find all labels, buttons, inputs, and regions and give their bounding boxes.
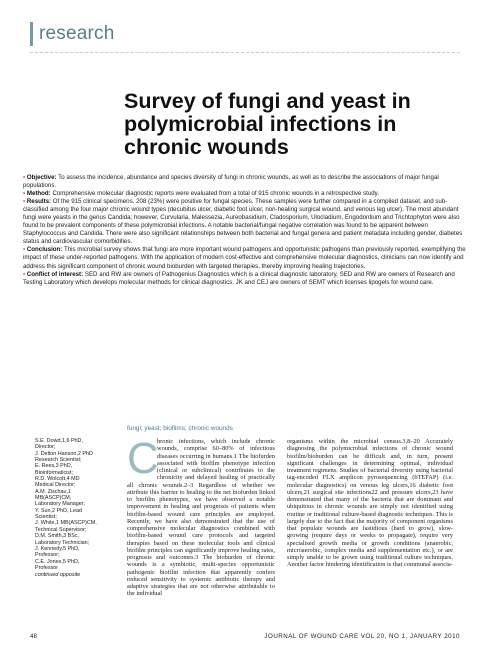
- abstract-conflict: [23, 271, 468, 287]
- abstract-results: [23, 198, 468, 246]
- author-line: Research Scientist;: [35, 457, 82, 464]
- abstract-text: SED and RW are owners of Pathogenius Diagnostics which is a clinical diagnostic laboratory, SED and RW are owners of Research and Testing Laboratory which develops molecular methods for clinical diagnostics. JK and CEJ are owners of SEMT which licenses lipogels for wound care.: [23, 270, 455, 286]
- abstract-method: [23, 190, 468, 198]
- author-line: J. White,1 MB(ASCP)CM,: [35, 520, 97, 527]
- dropcap-box: [127, 434, 159, 483]
- author-line: J. Delton Hanson,2 PhD: [35, 450, 93, 457]
- abstract-text: Of the 915 clinical specimens, 208 (23%) were positive for fungal species. These samples were further compared in a compiled dataset, and sub-classified among the four major chronic wound types (decubitus ulcer, diabetic foot ulcer, non-healing surgical wound, and venous leg ulcer). The most abundant fungi were yeasts in the genus Candida; however, Curvularia, Malessezia, Aureobasidium, Cladosporium, Ulocladium, Engodontium and Trichtophyton were also found to be prevalent components of these polymicrobial infections. A notable bacterial/fungal negative correlation was found to be apparent between Staphylococcus and Candida. There were also significant relationships between both bacterial and fungal genera and patient metadata including gender, diabetes status and cardiovascular comorbidities.: [23, 198, 463, 246]
- body-column-2: [287, 438, 453, 569]
- author-line: Director;: [35, 444, 56, 451]
- dropcap: C: [127, 434, 159, 483]
- body-text: organisms within the microbial census.3,8–20 Accurately diagnosing the polymicrobial infections of chronic wound biofilm/bioburden can be difficult and, in turn, present significant challenges in determining optimal, individual treatment regimens. Studies of bacterial diversity using bacterial tag-encoded FLX amplicon pyrosequencing (bTEFAP) (i.e. molecular diagnostics) on venous leg ulcers,16 diabetic foot ulcers,21 surgical site infections22 and pressure ulcers,23 have demonstrated that many of the bacteria that are dominant and ubiquitous in chronic wounds are simply not identified using routine or traditional culture-based diagnostic techniques. This is largely due to the fact that the majority of component organisms that populate wounds are fastidious (hard to grow), slow-growing (require days or weeks to propagate), require very specialised growth media or growth conditions (anaerobic, microaerobic, complex media and supplementation etc.), or are simply unable to be grown using traditional culture techniques. Another factor hindering identification is that communal associa-: [287, 438, 453, 569]
- article-title: Survey of fungi and yeast in polymicrobial infections in chronic wounds: [124, 89, 411, 159]
- author-line: Y. Sun,2 PhD, Lead: [35, 507, 82, 514]
- author-list: [35, 438, 123, 584]
- abstract-objective: [23, 174, 468, 190]
- author-line: Medical Director;: [35, 482, 76, 489]
- section-bar: [30, 22, 33, 46]
- abstract-label: Method:: [26, 190, 51, 198]
- author-line: Scientist;: [35, 514, 57, 521]
- section-label: research: [39, 23, 115, 44]
- bullet-icon: •: [23, 246, 27, 254]
- author-line: A.M. Zischau,1: [35, 488, 71, 495]
- author-line: C.E. Jones,5 PhD,: [35, 558, 80, 565]
- bullet-icon: •: [23, 174, 27, 181]
- author-line: S.E. Dowd,1,6 PhD,: [35, 438, 83, 444]
- author-line: Laboratory Manager;: [35, 501, 86, 508]
- section-divider: [30, 52, 460, 53]
- abstract-text: This microbial survey shows that fungi are more important wound pathogens and opportunistic pathogens than previously reported, exemplifying the impact of these under-reported pathogens. With the application of modern cost-effective and comprehensive molecular diagnostics, clinicians can now identify and address this significant component of chronic wound bioburden with targeted therapies, thereby improving healing trajectories.: [23, 246, 466, 270]
- abstract: [23, 174, 468, 287]
- author-line: Professor: [35, 564, 59, 571]
- abstract-label: Conflict of interest:: [26, 270, 84, 278]
- author-line: Professor;: [35, 552, 60, 559]
- abstract-text: Comprehensive molecular diagnostic reports were evaluated from a total of 915 chronic wounds in a retrospective study.: [50, 190, 379, 198]
- author-line: Technical Supervisor;: [35, 526, 87, 533]
- author-line: E. Rees,3 PhD,: [35, 463, 73, 470]
- continued-note: continued opposite: [35, 572, 81, 579]
- author-line: R.D. Wolcott,4 MD: [35, 476, 80, 483]
- bullet-icon: •: [23, 270, 27, 278]
- abstract-conclusion: [23, 246, 468, 270]
- author-line: Laboratory Technician;: [35, 539, 90, 546]
- body-column-1: [127, 434, 275, 598]
- bullet-icon: •: [23, 198, 27, 206]
- author-line: J. Kennedy,5 PhD,: [35, 545, 80, 552]
- author-line: Bioinformaticist;: [35, 469, 74, 476]
- journal-info: JOURNAL OF WOUND CARE VOL 20, NO 1, JANUARY 2010: [264, 633, 460, 640]
- abstract-label: Results:: [26, 198, 52, 206]
- abstract-label: Conclusion:: [26, 246, 63, 254]
- body-text: hronic infections, which include chronic wounds, comprise 60–80% of infectious diseases occurring in humans.1 The biofurden associated with biofilm phenotype infection (clinical or subclinical) contributes to the chronicity and delayed healing of practically all chronic wounds.2–3 Regardless of whether we attribute this barrier to healing to the net biofurden linked to biofilm phenotypes, we have observed a notable improvement in healing and prognosis of patients when biofilm-based wound care principles are employed. Recently, we have also demonstrated that the use of comprehensive molecular diagnostics combined with biofilm-based wound care protocols and targeted therapies based on these molecular tools and clinical biofilm principles can significantly improve healing rates, prognosis and outcomes.3 The bioburden of chronic wounds is a symbiotic, multi-species opportunistic pathogenic biofilm infection that apparently confers reduced sensitivity to systemic antibiotic therapy and adaptive strategies that are not otherwise attributable to the individual: [127, 438, 275, 598]
- author-line: MB(ASCP)CM,: [35, 495, 72, 502]
- page-number: 48: [30, 633, 37, 640]
- bullet-icon: •: [23, 190, 27, 198]
- abstract-text: To assess the incidence, abundance and species diversity of fungi in chronic wounds, as well as to describe the associations of major fungal populations.: [23, 174, 439, 190]
- keywords: fungi; yeast; biofilms; chronic wounds: [127, 425, 233, 432]
- author-line: D.M. Smith,3 BSc,: [35, 533, 80, 540]
- abstract-label: Objective:: [26, 174, 57, 181]
- section-header: [30, 22, 115, 46]
